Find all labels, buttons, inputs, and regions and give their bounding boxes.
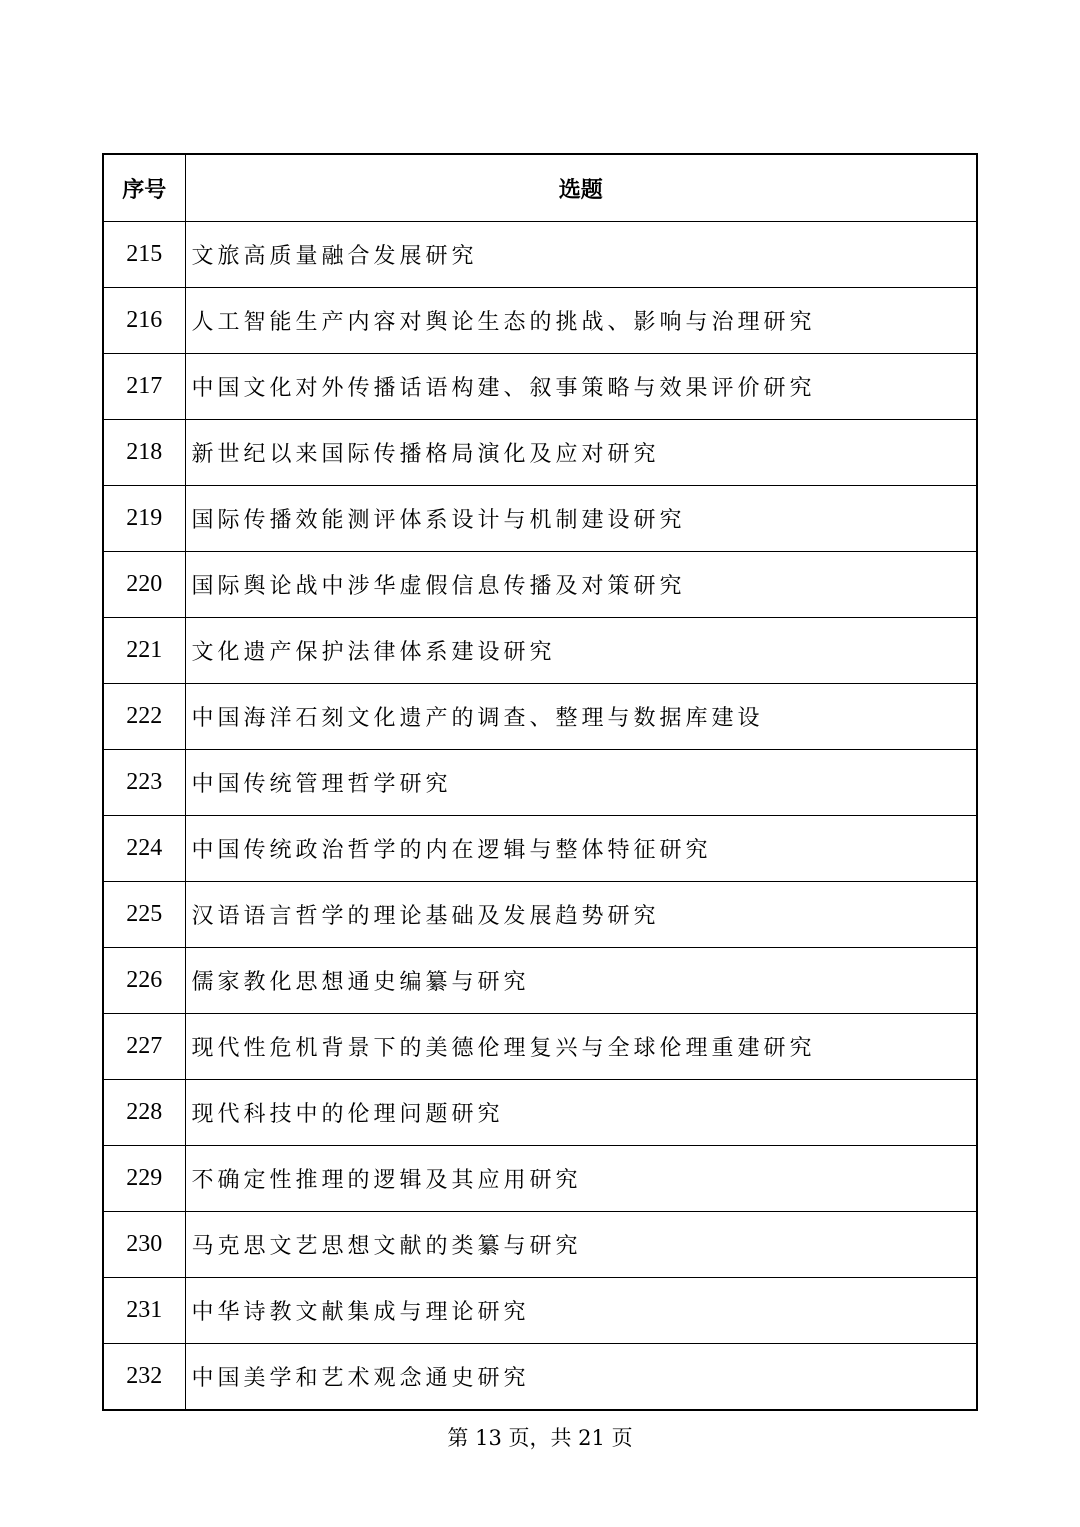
row-serial-number: 223 xyxy=(103,750,185,816)
row-serial-number: 225 xyxy=(103,882,185,948)
table-row xyxy=(103,354,977,420)
row-serial-number: 228 xyxy=(103,1080,185,1146)
table-row xyxy=(103,552,977,618)
row-topic: 现代性危机背景下的美德伦理复兴与全球伦理重建研究 xyxy=(185,1014,977,1080)
row-serial-number: 221 xyxy=(103,618,185,684)
row-serial-number: 229 xyxy=(103,1146,185,1212)
table-row xyxy=(103,1212,977,1278)
table-row xyxy=(103,618,977,684)
row-serial-number: 232 xyxy=(103,1344,185,1411)
row-topic: 中国美学和艺术观念通史研究 xyxy=(185,1344,977,1411)
row-serial-number: 216 xyxy=(103,288,185,354)
header-serial-number: 序号 xyxy=(103,154,185,222)
table-row xyxy=(103,882,977,948)
row-topic: 国际舆论战中涉华虚假信息传播及对策研究 xyxy=(185,552,977,618)
row-serial-number: 222 xyxy=(103,684,185,750)
row-topic: 中国传统管理哲学研究 xyxy=(185,750,977,816)
table-row xyxy=(103,1080,977,1146)
row-topic: 现代科技中的伦理问题研究 xyxy=(185,1080,977,1146)
row-topic: 不确定性推理的逻辑及其应用研究 xyxy=(185,1146,977,1212)
row-serial-number: 215 xyxy=(103,222,185,288)
table-row xyxy=(103,420,977,486)
table-row xyxy=(103,684,977,750)
row-serial-number: 217 xyxy=(103,354,185,420)
row-serial-number: 219 xyxy=(103,486,185,552)
row-serial-number: 220 xyxy=(103,552,185,618)
row-topic: 国际传播效能测评体系设计与机制建设研究 xyxy=(185,486,977,552)
row-topic: 新世纪以来国际传播格局演化及应对研究 xyxy=(185,420,977,486)
table-row xyxy=(103,948,977,1014)
table-row xyxy=(103,288,977,354)
table-row xyxy=(103,750,977,816)
header-topic: 选题 xyxy=(185,154,977,222)
table-row xyxy=(103,1146,977,1212)
row-topic: 中华诗教文献集成与理论研究 xyxy=(185,1278,977,1344)
row-topic: 文旅高质量融合发展研究 xyxy=(185,222,977,288)
row-serial-number: 227 xyxy=(103,1014,185,1080)
topics-table xyxy=(102,153,978,1411)
row-topic: 人工智能生产内容对舆论生态的挑战、影响与治理研究 xyxy=(185,288,977,354)
table-row xyxy=(103,1014,977,1080)
row-topic: 文化遗产保护法律体系建设研究 xyxy=(185,618,977,684)
row-topic: 马克思文艺思想文献的类纂与研究 xyxy=(185,1212,977,1278)
row-topic: 儒家教化思想通史编纂与研究 xyxy=(185,948,977,1014)
table-row xyxy=(103,816,977,882)
table-row xyxy=(103,222,977,288)
row-topic: 中国海洋石刻文化遗产的调查、整理与数据库建设 xyxy=(185,684,977,750)
row-topic: 中国文化对外传播话语构建、叙事策略与效果评价研究 xyxy=(185,354,977,420)
row-serial-number: 226 xyxy=(103,948,185,1014)
table-row xyxy=(103,486,977,552)
row-topic: 汉语语言哲学的理论基础及发展趋势研究 xyxy=(185,882,977,948)
row-serial-number: 231 xyxy=(103,1278,185,1344)
table-header-row xyxy=(103,154,977,222)
row-serial-number: 230 xyxy=(103,1212,185,1278)
table-row xyxy=(103,1278,977,1344)
row-serial-number: 218 xyxy=(103,420,185,486)
page-number-footer: 第 13 页，共 21 页 xyxy=(447,1426,633,1450)
row-topic: 中国传统政治哲学的内在逻辑与整体特征研究 xyxy=(185,816,977,882)
row-serial-number: 224 xyxy=(103,816,185,882)
table-row xyxy=(103,1344,977,1411)
